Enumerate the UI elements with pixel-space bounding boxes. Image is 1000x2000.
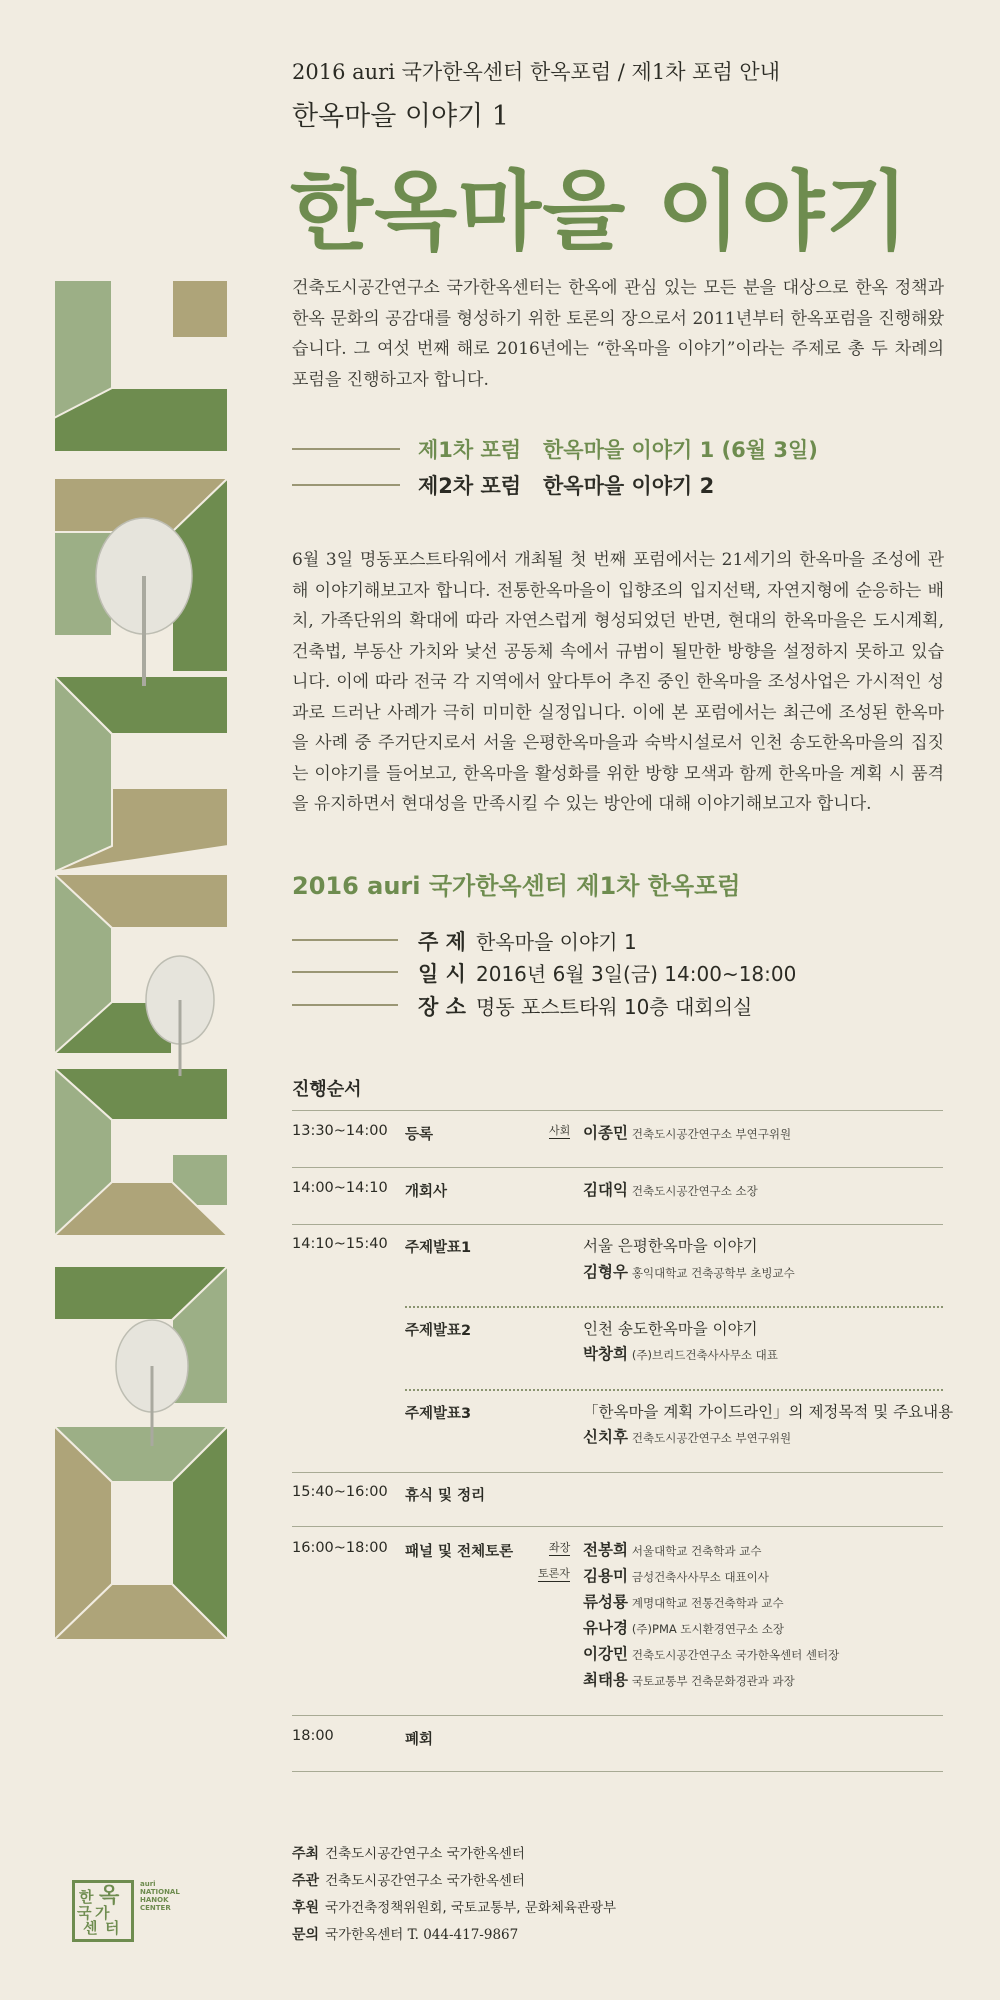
topic-3: 「한옥마을 계획 가이드라인」의 제정목적 및 주요내용 [583, 1403, 954, 1421]
role-host: 사회 [549, 1124, 571, 1137]
speaker-name: 이강민 [583, 1645, 628, 1663]
logo-side-text [140, 1880, 180, 1912]
item-1: 등록 [405, 1127, 434, 1143]
time-3: 14:10~15:40 [292, 1236, 388, 1252]
logo-line: auri [140, 1880, 156, 1888]
speaker-1 [583, 1121, 791, 1143]
footer-sponsor [292, 1896, 616, 1917]
footer-value: 국가한옥센터 T. 044-417-9867 [325, 1927, 519, 1943]
speaker-name: 이종민 [583, 1124, 628, 1142]
logo-line: CENTER [140, 1904, 171, 1912]
panel-3 [583, 1590, 784, 1612]
logo-char: 가 [95, 1904, 110, 1922]
speaker-aff: 계명대학교 전통건축학과 교수 [631, 1596, 784, 1610]
footer-value: 국가건축정책위원회, 국토교통부, 문화체육관광부 [325, 1900, 617, 1916]
item-3-2: 주제발표2 [405, 1323, 472, 1339]
forum-1 [418, 434, 818, 464]
footer-label: 주최 [292, 1846, 320, 1862]
footer-label: 문의 [292, 1927, 320, 1943]
rule [292, 1167, 943, 1168]
rule [292, 1110, 943, 1111]
rule [292, 1224, 943, 1225]
speaker-name: 박창희 [583, 1345, 628, 1363]
time-6: 18:00 [292, 1728, 334, 1744]
rule [292, 1472, 943, 1473]
item-4: 휴식 및 정리 [405, 1488, 486, 1504]
logo-char: 센 [83, 1919, 98, 1937]
panel-1 [583, 1538, 761, 1560]
info-date-value: 2016년 6월 3일(금) 14:00~18:00 [476, 962, 797, 986]
time-1: 13:30~14:00 [292, 1123, 388, 1139]
info-topic-label: 주 제 [418, 930, 466, 954]
speaker-name: 유나경 [583, 1619, 628, 1637]
logo-char: 터 [105, 1919, 120, 1937]
page-title: 한옥마을 이야기 [290, 162, 910, 262]
speaker-aff: 홍익대학교 건축공학부 초빙교수 [631, 1266, 795, 1280]
dash-line [292, 1004, 398, 1006]
logo-char: 국 [77, 1904, 92, 1922]
intro-paragraph: 건축도시공간연구소 국가한옥센터는 한옥에 관심 있는 모든 분을 대상으로 한옥 정책과 한옥 문화의 공감대를 형성하기 위한 토론의 장으로서 2011년부터 한옥포럼을 진행해왔습니다. 그 여섯 번째 해로 2016년에는 “한옥마을 이야기”이라는 주제로 총 두 차례의 포럼을 진행하고자 합니다. [292, 278, 944, 390]
topic-2: 인천 송도한옥마을 이야기 [583, 1320, 758, 1338]
panel-2 [583, 1564, 769, 1586]
speaker-3-1 [583, 1260, 795, 1282]
footer-organizer [292, 1869, 525, 1890]
header-line: 2016 auri 국가한옥센터 한옥포럼 / 제1차 포럼 안내 [292, 60, 780, 84]
logo-char: 옥 [99, 1883, 120, 1907]
footer-host [292, 1842, 525, 1863]
rule [292, 1715, 943, 1716]
time-4: 15:40~16:00 [292, 1484, 388, 1500]
speaker-aff: 국토교통부 건축문화경관과 과장 [631, 1674, 795, 1688]
time-2: 14:00~14:10 [292, 1180, 388, 1196]
item-3-3: 주제발표3 [405, 1406, 472, 1422]
speaker-aff: 건축도시공간연구소 소장 [631, 1184, 758, 1198]
info-topic-value: 한옥마을 이야기 1 [476, 930, 637, 954]
item-3-1: 주제발표1 [405, 1240, 472, 1256]
rule [292, 1771, 943, 1772]
body-paragraph: 6월 3일 명동포스트타워에서 개최될 첫 번째 포럼에서는 21세기의 한옥마을 조성에 관해 이야기해보고자 합니다. 전통한옥마을이 입향조의 입지선택, 자연지형에 순응하는 배치, 가족단위의 확대에 따라 자연스럽게 형성되었던 반면, 현대의 한옥마을은 도시계획, 건축법, 부동산 가치와 낯선 공동체 속에서 규범이 될만한 방향을 설정하지 못하고 있습니다. 이에 따라 전국 각 지역에서 앞다투어 추진 중인 한옥마을 조성사업은 가시적인 성과로 드러난 사례가 극히 미미한 실정입니다. 이에 본 포럼에서는 최근에 조성된 한옥마을 사례 중 주거단지로서 서울 은평한옥마을과 숙박시설로서 인천 송도한옥마을의 집짓는 이야기를 들어보고, 한옥마을 활성화를 위한 방향 모색과 함께 한옥마을 계획 시 품격을 유지하면서 현대성을 만족시킬 수 있는 방안에 대해 이야기해보고자 합니다. [292, 550, 944, 814]
hanok-center-logo [72, 1880, 134, 1942]
speaker-name: 최태용 [583, 1671, 628, 1689]
speaker-name: 전봉희 [583, 1541, 628, 1559]
time-5: 16:00~18:00 [292, 1540, 388, 1556]
dash-line [292, 971, 398, 973]
section-title: 2016 auri 국가한옥센터 제1차 한옥포럼 [292, 872, 741, 900]
logo-char: 한 [79, 1888, 94, 1906]
speaker-aff: (주)PMA 도시환경연구소 소장 [631, 1622, 785, 1636]
dotted-rule [405, 1306, 943, 1308]
speaker-aff: 금성건축사사무소 대표이사 [631, 1570, 769, 1584]
info-place-label: 장 소 [418, 995, 466, 1019]
dash-line [292, 939, 398, 941]
info-place-value: 명동 포스트타워 10층 대회의실 [476, 995, 753, 1019]
topic-1: 서울 은평한옥마을 이야기 [583, 1237, 758, 1255]
logo-line: HANOK [140, 1896, 169, 1904]
role-chair: 좌장 [549, 1541, 571, 1554]
speaker-name: 신치후 [583, 1428, 628, 1446]
speaker-name: 김대익 [583, 1181, 628, 1199]
speaker-name: 류성룡 [583, 1593, 628, 1611]
speaker-2 [583, 1178, 758, 1200]
speaker-3-3 [583, 1425, 791, 1447]
hanok-illustration [52, 276, 232, 1642]
item-2: 개회사 [405, 1184, 448, 1200]
panel-4 [583, 1616, 784, 1638]
speaker-aff: 서울대학교 건축학과 교수 [631, 1544, 762, 1558]
forum-2 [418, 470, 714, 500]
dotted-rule [405, 1389, 943, 1391]
panel-6 [583, 1668, 795, 1690]
item-6: 폐회 [405, 1732, 434, 1748]
dash-line [292, 484, 400, 486]
footer-value: 건축도시공간연구소 국가한옥센터 [325, 1873, 525, 1889]
forum-1-label: 제1차 포럼 [418, 438, 522, 462]
panel-5 [583, 1642, 839, 1664]
speaker-aff: 건축도시공간연구소 부연구위원 [631, 1127, 792, 1141]
speaker-3-2 [583, 1342, 778, 1364]
program-title: 진행순서 [292, 1079, 362, 1100]
footer-label: 주관 [292, 1873, 320, 1889]
header-subtitle: 한옥마을 이야기 1 [292, 101, 509, 132]
footer-contact [292, 1923, 518, 1944]
logo-line: NATIONAL [140, 1888, 180, 1896]
dash-line [292, 448, 400, 450]
item-5: 패널 및 전체토론 [405, 1544, 514, 1560]
speaker-aff: 건축도시공간연구소 부연구위원 [631, 1431, 792, 1445]
footer-label: 후원 [292, 1900, 320, 1916]
rule [292, 1526, 943, 1527]
speaker-aff: 건축도시공간연구소 국가한옥센터 센터장 [631, 1648, 840, 1662]
speaker-aff: (주)브리드건축사사무소 대표 [631, 1348, 778, 1362]
forum-2-label: 제2차 포럼 [418, 474, 522, 498]
role-panel: 토론자 [538, 1567, 570, 1580]
speaker-name: 김형우 [583, 1263, 628, 1281]
speaker-name: 김용미 [583, 1567, 628, 1585]
footer-value: 건축도시공간연구소 국가한옥센터 [325, 1846, 525, 1862]
info-date-label: 일 시 [418, 962, 466, 986]
forum-1-title: 한옥마을 이야기 1 (6월 3일) [543, 438, 818, 462]
forum-2-title: 한옥마을 이야기 2 [543, 474, 715, 498]
